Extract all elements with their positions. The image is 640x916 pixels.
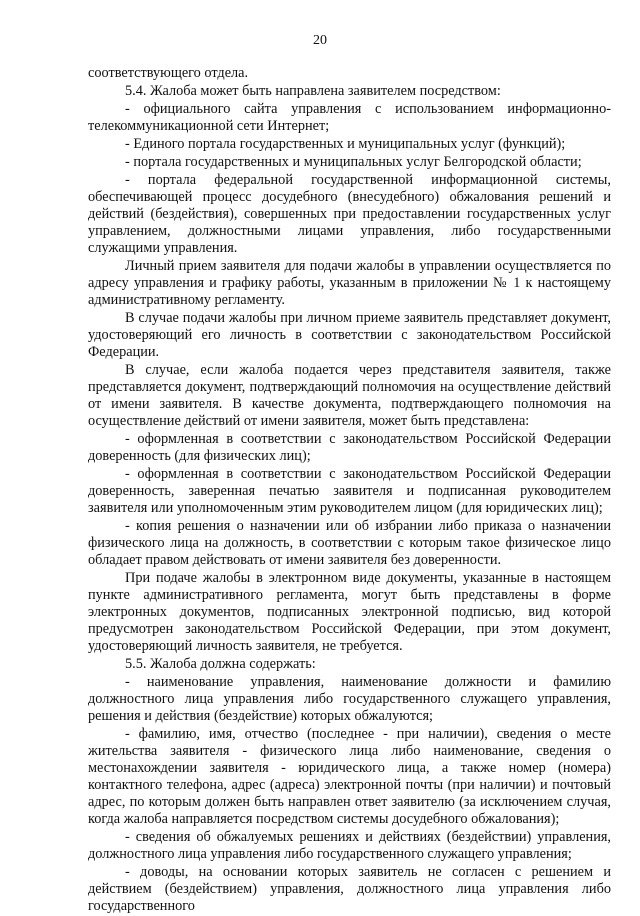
paragraph: В случае, если жалоба подается через представителя заявителя, также представляется документ, подтверждающий полномочия на осуществление действий от имени заявителя. В качестве документа, подтверждающего полномочия на осуществление действий от имени заявителя, может быть представлена: — [88, 362, 611, 429]
paragraph: - портала федеральной государственной информационной системы, обеспечивающей процесс досудебного (внесудебного) обжалования решений и действий (бездействия), совершенных при предоставлении государственных услуг управлением, должностными лицами управления, либо государственными служащими управления. — [88, 172, 611, 256]
paragraph: - сведения об обжалуемых решениях и действиях (бездействии) управления, должностного лица управления либо государственного служащего управления; — [88, 829, 611, 862]
paragraph: 5.5. Жалоба должна содержать: — [125, 656, 316, 672]
paragraph: - портала государственных и муниципальных услуг Белгородской области; — [125, 154, 582, 170]
paragraph: - доводы, на основании которых заявитель не согласен с решением и действием (бездействием) управления, должностного лица управления либо государственного — [88, 864, 611, 914]
paragraph: - наименование управления, наименование должности и фамилию должностного лица управления либо государственного служащего управления, решения и действия (бездействие) которых обжалуются; — [88, 674, 611, 724]
paragraph: - Единого портала государственных и муниципальных услуг (функций); — [125, 136, 566, 152]
paragraph: - оформленная в соответствии с законодательством Российской Федерации доверенность, заверенная печатью заявителя и подписанная руководителем заявителя или уполномоченным этим руководителем лицом (для юридических лиц); — [88, 466, 611, 516]
paragraph: 5.4. Жалоба может быть направлена заявителем посредством: — [125, 83, 501, 99]
document-body — [88, 65, 611, 916]
paragraph: В случае подачи жалобы при личном приеме заявитель представляет документ, удостоверяющий его личность в соответствии с законодательством Российской Федерации. — [88, 310, 611, 360]
paragraph: - оформленная в соответствии с законодательством Российской Федерации доверенность (для физических лиц); — [88, 431, 611, 464]
paragraph: Личный прием заявителя для подачи жалобы в управлении осуществляется по адресу управления и графику работы, указанным в приложении № 1 к настоящему административному регламенту. — [88, 258, 611, 308]
paragraph: соответствующего отдела. — [88, 65, 249, 81]
paragraph: При подаче жалобы в электронном виде документы, указанные в настоящем пункте административного регламента, могут быть представлены в форме электронных документов, подписанных электронной подписью, вид которой предусмотрен законодательством Российской Федерации, при этом документ, удостоверяющий личность заявителя, не требуется. — [88, 570, 611, 654]
paragraph: - официального сайта управления с использованием информационно-телекоммуникационной сети Интернет; — [88, 101, 611, 134]
paragraph: - копия решения о назначении или об избрании либо приказа о назначении физического лица на должность, в соответствии с которым такое физическое лицо обладает правом действовать от имени заявителя без доверенности. — [88, 518, 611, 568]
page-number: 20 — [313, 33, 327, 48]
paragraph: - фамилию, имя, отчество (последнее - при наличии), сведения о месте жительства заявителя - физического лица либо наименование, сведения о местонахождении заявителя - юридического лица, а также номер (номера) контактного телефона, адрес (адреса) электронной почты (при наличии) и почтовый адрес, по которым должен быть направлен ответ заявителю (за исключением случая, когда жалоба направляется посредством системы досудебного обжалования); — [88, 726, 611, 827]
